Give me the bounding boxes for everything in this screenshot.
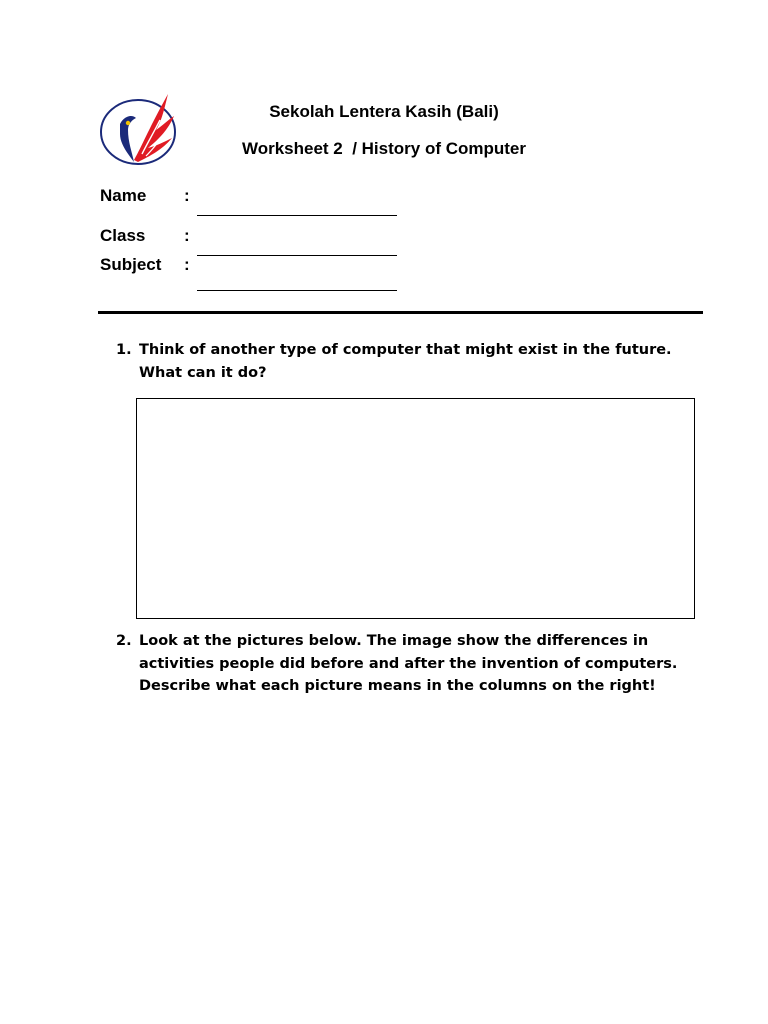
subject-answer-line[interactable] [197,290,397,291]
name-answer-line[interactable] [197,215,397,216]
question-1-number: 1. [116,342,132,358]
name-label: Name [100,186,147,205]
question-2-text: Look at the pictures below. The image show the differences in activities people did before and after the invention of computers. Describe what each picture means in the columns on the right! [139,633,678,694]
header-divider [98,311,703,314]
question-2-number: 2. [116,633,132,649]
worksheet-title: Worksheet 2 / History of Computer [241,139,526,158]
question-1-text: Think of another type of computer that might exist in the future. What can it do? [139,342,672,381]
name-colon: : [184,186,190,205]
subject-label: Subject [100,255,162,274]
school-name: Sekolah Lentera Kasih (Bali) [269,102,499,121]
class-colon: : [184,226,190,245]
question-1-answer-box[interactable] [136,398,695,619]
phoenix-logo-icon [98,90,182,170]
class-answer-line[interactable] [197,255,397,256]
class-label: Class [100,226,146,245]
subject-colon: : [184,255,190,274]
